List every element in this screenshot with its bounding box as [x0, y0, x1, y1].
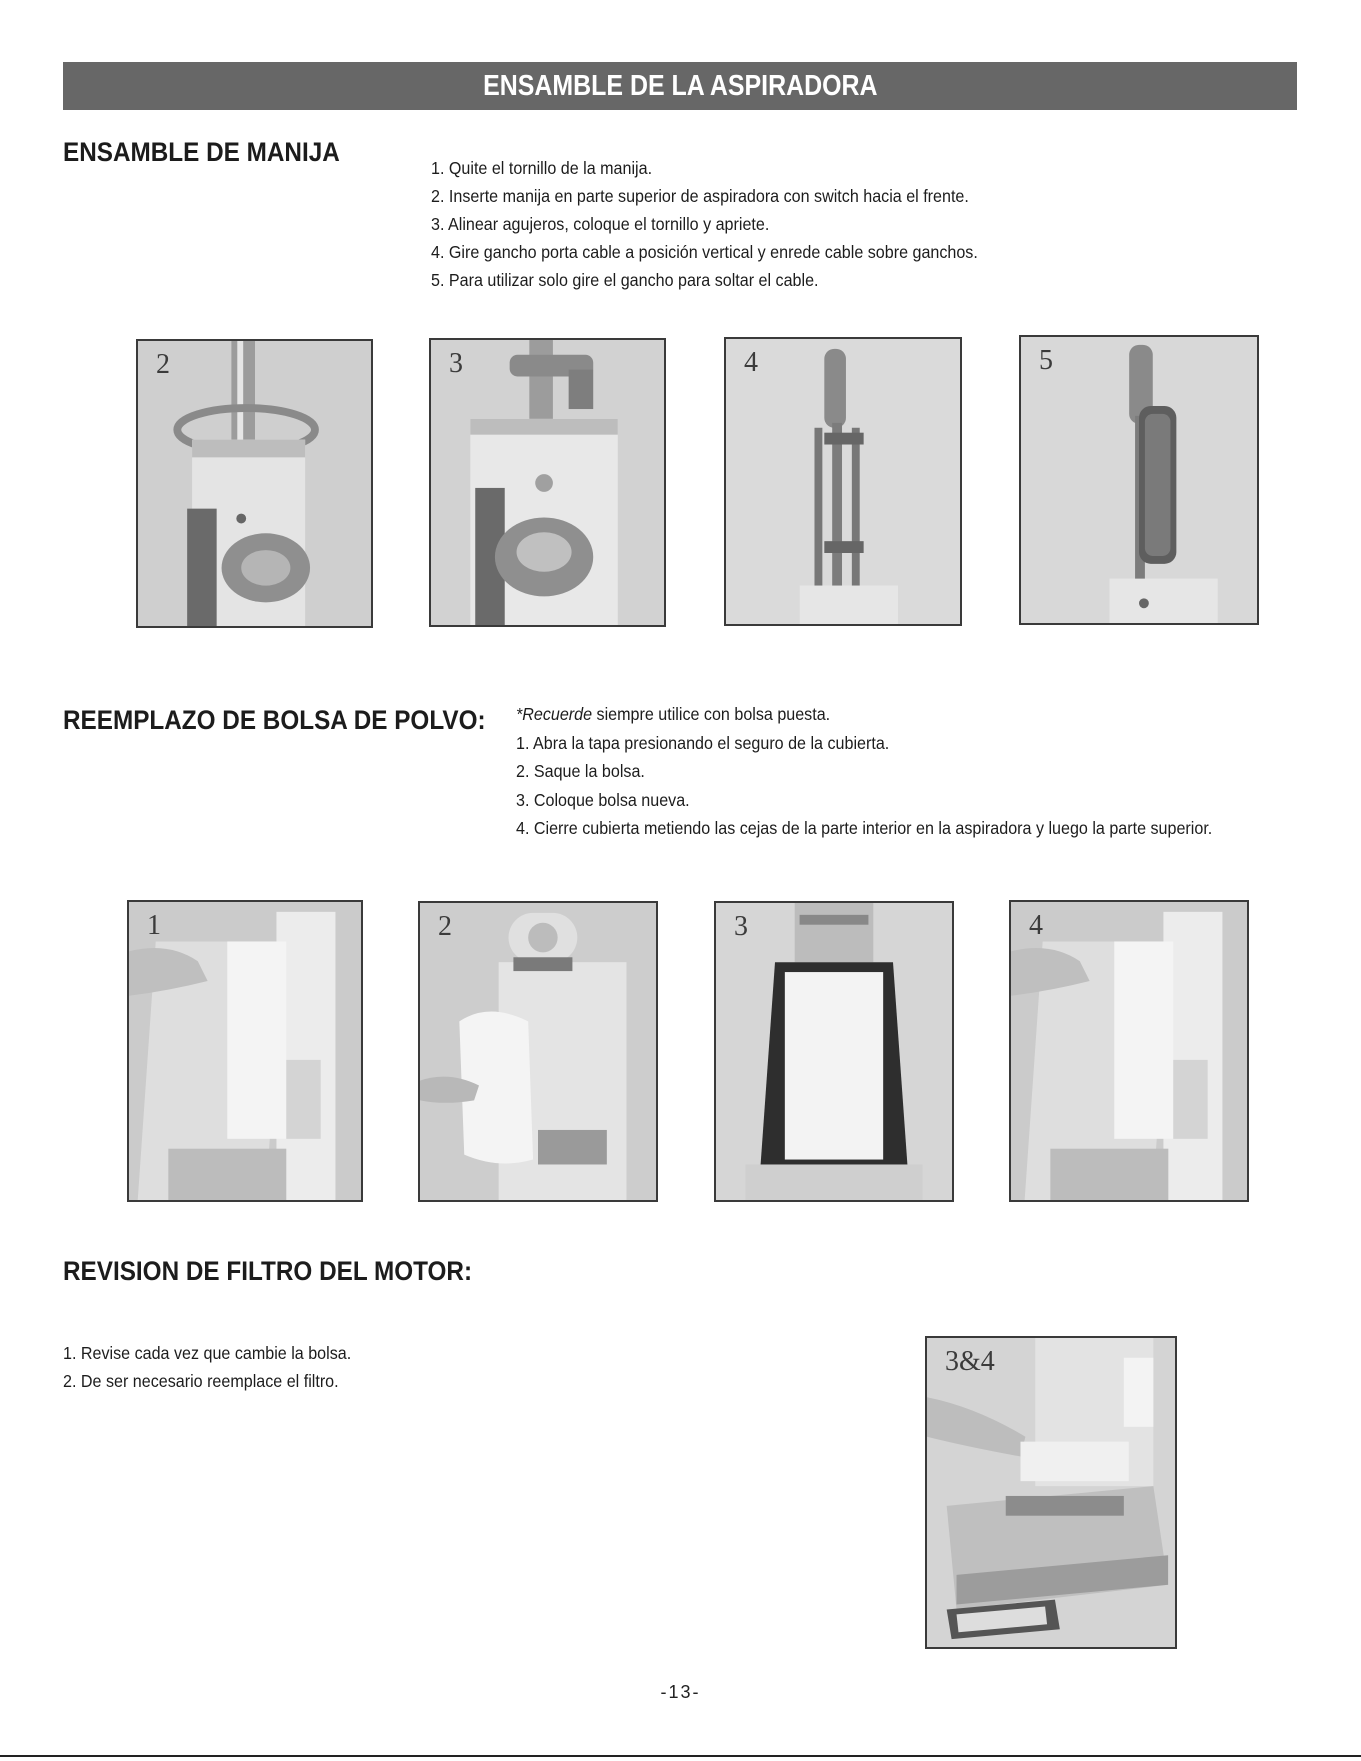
photo-step-number: 4 — [744, 347, 758, 378]
photo-step-number: 3 — [734, 911, 748, 942]
photo-step-number: 2 — [156, 349, 170, 380]
handle-step-4-photo — [724, 337, 962, 626]
list-item: 4. Cierre cubierta metiendo las cejas de la parte interior en la aspiradora y luego la parte superior. — [516, 818, 1213, 838]
list-item: 4. Gire gancho porta cable a posición vertical y enrede cable sobre ganchos. — [431, 242, 978, 262]
list-item: 3. Alinear agujeros, coloque el tornillo y apriete. — [431, 214, 770, 234]
handle-steps-list — [431, 154, 978, 294]
list-item: 1. Quite el tornillo de la manija. — [431, 158, 653, 178]
filter-section-title: REVISION DE FILTRO DEL MOTOR: — [63, 1256, 473, 1286]
page-number: -13- — [660, 1682, 701, 1702]
bottom-divider — [0, 1755, 1361, 1757]
bag-step-2-photo — [418, 901, 658, 1202]
bag-note — [516, 700, 1212, 729]
bag-step-3-photo — [714, 901, 954, 1202]
bag-note-text: siempre utilice con bolsa puesta. — [592, 704, 831, 724]
handle-step-3-photo — [429, 338, 666, 627]
filter-step-3-4-photo — [925, 1336, 1177, 1649]
list-item: 5. Para utilizar solo gire el gancho para soltar el cable. — [431, 270, 819, 290]
bag-steps-list — [516, 700, 1212, 843]
page-title: ENSAMBLE DE LA ASPIRADORA — [482, 70, 878, 102]
list-item: 2. Saque la bolsa. — [516, 761, 645, 781]
bag-step-1-photo — [127, 900, 363, 1202]
photo-step-number: 4 — [1029, 910, 1043, 941]
list-item: 1. Abra la tapa presionando el seguro de la cubierta. — [516, 732, 890, 753]
handle-step-2-photo — [136, 339, 373, 628]
bag-step-4-photo — [1009, 900, 1249, 1202]
bag-note-emphasis: *Recuerde — [516, 704, 593, 724]
photo-step-number: 1 — [147, 910, 161, 941]
list-item: 3. Coloque bolsa nueva. — [516, 789, 690, 810]
photo-step-number: 2 — [438, 911, 452, 942]
photo-step-number: 3 — [449, 348, 463, 379]
list-item: 2. Inserte manija en parte superior de aspiradora con switch hacia el frente. — [431, 186, 969, 206]
handle-step-5-photo — [1019, 335, 1259, 625]
list-item: 2. De ser necesario reemplace el filtro. — [63, 1371, 339, 1391]
page-header-banner — [63, 62, 1297, 110]
filter-steps-list — [63, 1339, 351, 1395]
bag-section-title: REEMPLAZO DE BOLSA DE POLVO: — [63, 705, 486, 735]
list-item: 1. Revise cada vez que cambie la bolsa. — [63, 1343, 352, 1363]
photo-step-number: 3&4 — [945, 1346, 995, 1377]
photo-step-number: 5 — [1039, 345, 1053, 376]
handle-section-title: ENSAMBLE DE MANIJA — [63, 137, 340, 167]
